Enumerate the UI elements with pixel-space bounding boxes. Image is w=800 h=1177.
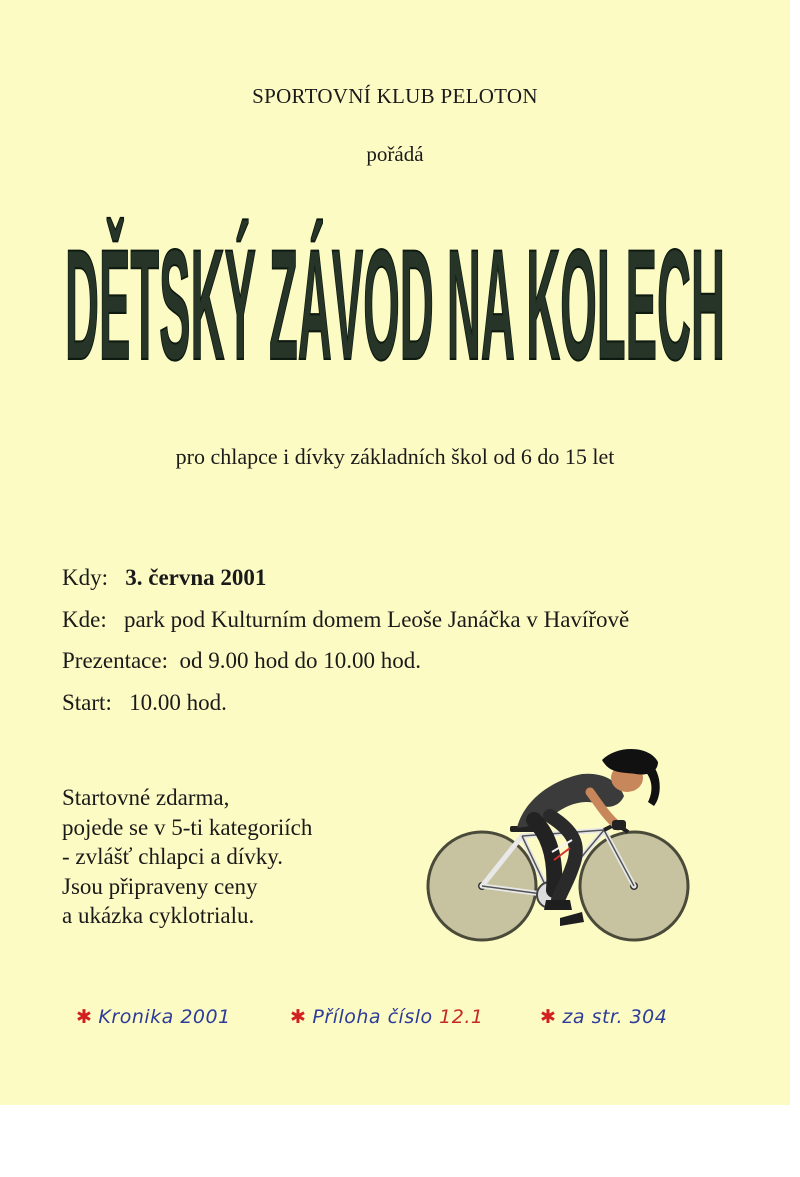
info-line: Startovné zdarma, (62, 785, 230, 810)
info-line: Jsou připraveny ceny (62, 873, 258, 899)
detail-when (62, 565, 266, 591)
detail-where (62, 607, 629, 633)
when-label: Kdy: (62, 565, 108, 590)
organizer-name: SPORTOVNÍ KLUB PELOTON (252, 84, 538, 108)
red-star-icon: ✱ (76, 1006, 93, 1028)
note-attachment-text: Příloha číslo (312, 1006, 433, 1028)
handwritten-note-attachment (290, 1006, 483, 1028)
where-label: Kde: (62, 607, 107, 632)
info-line: a ukázka cyklotrialu. (62, 903, 255, 928)
handwritten-note-chronicle (76, 1006, 231, 1028)
when-value: 3. června 2001 (125, 565, 267, 590)
start-label: Start: (62, 690, 112, 715)
poster-headline (0, 150, 790, 420)
scan-border (790, 0, 800, 1105)
headline-text: DĚTSKÝ ZÁVOD NA KOLECH (65, 216, 726, 393)
handwritten-note-page (540, 1006, 667, 1028)
detail-registration (62, 648, 421, 674)
note-chronicle-text: Kronika 2001 (98, 1006, 231, 1028)
detail-start (62, 690, 227, 716)
where-value: park pod Kulturním domem Leoše Janáčka v Havířově (123, 607, 630, 632)
registration-label: Prezentace: (62, 648, 168, 673)
note-page-text: za str. 304 (562, 1006, 668, 1028)
red-star-icon: ✱ (290, 1006, 307, 1028)
organizer-verb: pořádá (366, 142, 424, 166)
poster-subtitle: pro chlapce i dívky základních škol od 6 do 15 let (175, 444, 615, 469)
note-attachment-number: 12.1 (439, 1006, 484, 1028)
info-line: pojede se v 5-ti kategoriích (62, 814, 313, 840)
info-block (62, 783, 312, 931)
registration-value: od 9.00 hod do 10.00 hod. (179, 648, 421, 673)
red-star-icon: ✱ (540, 1006, 557, 1028)
start-value: 10.00 hod. (129, 690, 227, 715)
cyclist-illustration (422, 740, 692, 950)
info-line: - zvlášť chlapci a dívky. (62, 844, 284, 869)
